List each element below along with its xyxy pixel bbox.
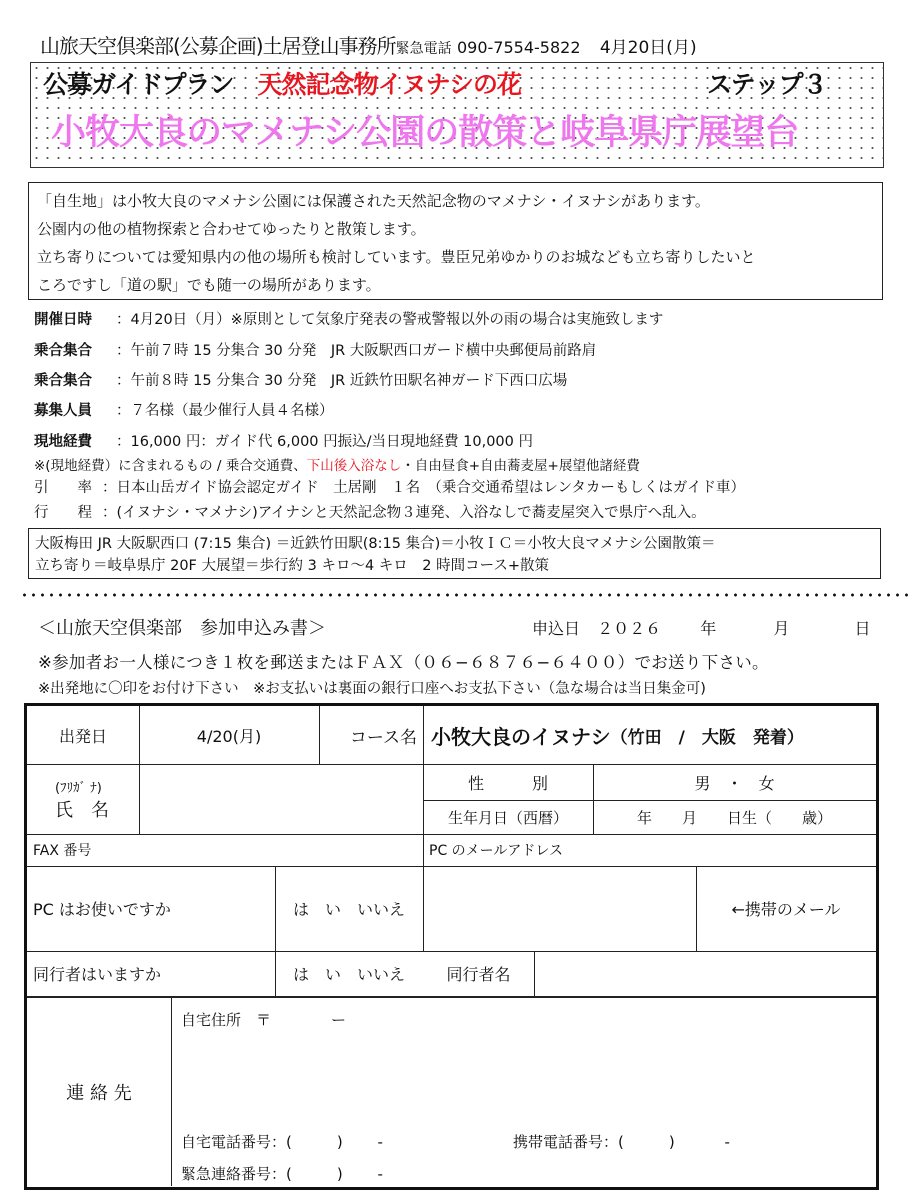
route-box	[28, 528, 881, 579]
address-field[interactable]: 自宅住所 〒 ー	[181, 1010, 347, 1029]
apply-date-label: 申込日	[532, 619, 581, 638]
event-title: 小牧大良のマメナシ公園の散策と岐阜県庁展望台	[51, 113, 799, 153]
form-title: ＜山旅天空倶楽部 参加申込み書＞	[38, 618, 326, 639]
detail-date	[34, 308, 663, 329]
departure-value[interactable]: 4/20(月)	[196, 726, 262, 746]
apply-year: ２０２６	[597, 619, 662, 638]
birthdate-label: 生年月日（西暦）	[447, 808, 568, 827]
detail-value: ：4月20日（月）※原則として気象庁発表の警戒警報以外の雨の場合は実施致します	[116, 312, 664, 328]
detail-label: 引 率	[34, 480, 92, 496]
companion-options[interactable]: は い いいえ	[292, 965, 405, 984]
detail-value: ：午前７時 15 分集合 30 分発 JR 大阪駅西口ガード横中央郵便局前路肩	[116, 343, 597, 359]
year-unit: 年	[700, 619, 717, 638]
furigana-label: (ﾌﾘｶﾞ ﾅ)	[55, 780, 102, 796]
name-label-cell	[27, 764, 139, 834]
detail-value: ：(イヌナシ・マメナシ)アイナシと天然記念物３連発、入浴なしで蕎麦屋突入で県庁へ乱入。	[102, 505, 706, 521]
emergency-phone: 090-7554-5822	[456, 38, 581, 57]
application-form	[24, 703, 879, 1190]
intro-line: ころですし「道の駅」でも随一の場所があります。	[37, 276, 381, 294]
detail-label: 行 程	[34, 505, 92, 521]
name-label: 氏 名	[55, 799, 109, 821]
detail-included	[34, 454, 640, 474]
plan-label: 公募ガイドプラン	[43, 70, 234, 99]
birthdate-input[interactable]: 年 月 日生（ 歳）	[636, 808, 832, 827]
pc-use-label: PC はお使いですか	[33, 900, 171, 919]
mobile-email-input[interactable]	[423, 866, 696, 951]
payment-note: ※出発地に〇印をお付け下さい ※お支払いは裏面の銀行口座へお支払下さい（急な場合は当日集金可)	[38, 681, 706, 697]
detail-label: 乗合集合	[34, 373, 92, 389]
step-label: ステップ３	[707, 70, 827, 99]
cut-line	[20, 593, 914, 597]
emergency-contact-field[interactable]: 緊急連絡番号：( ) -	[181, 1164, 383, 1183]
companion-label: 同行者はいますか	[33, 965, 162, 984]
detail-label: 乗合集合	[34, 343, 92, 359]
submission-note: ※参加者お一人様につき１枚を郵送またはＦＡＸ（０６−６８７６−６４００）でお送り下さい。	[38, 653, 769, 672]
detail-cost	[34, 430, 533, 451]
detail-label: 開催日時	[34, 312, 92, 328]
theme-label: 天然記念物イヌナシの花	[257, 70, 522, 99]
detail-value: ：７名様（最少催行人員４名様）	[116, 403, 334, 419]
mobile-email-label: ←携帯のメール	[731, 900, 841, 919]
month-unit: 月	[773, 619, 790, 638]
detail-meet1	[34, 339, 596, 360]
contact-label: 連 絡 先	[66, 1083, 132, 1104]
course-name: 小牧大良のイヌナシ	[431, 724, 611, 749]
detail-label: 募集人員	[34, 403, 92, 419]
companion-name-input[interactable]	[534, 951, 876, 996]
detail-capacity	[34, 399, 334, 420]
mobile-phone-field[interactable]: 携帯電話番号：( ) -	[513, 1132, 730, 1151]
departure-label: 出発日	[58, 726, 107, 746]
pc-email-field[interactable]: PC のメールアドレス	[429, 843, 563, 859]
included-suffix: ・自由昼食+自由蕎麦屋+展望他諸経費	[401, 458, 640, 474]
pc-use-options[interactable]: は い いいえ	[292, 900, 405, 919]
route-line: 大阪梅田 JR 大阪駅西口 (7:15 集合) ＝近鉄竹田駅(8:15 集合)＝小牧ＩＣ＝小牧大良マメナシ公園散策＝	[35, 536, 716, 552]
emergency-label: 緊急電話	[395, 41, 452, 57]
intro-line: 立ち寄りについては愛知県内の他の場所も検討しています。豊臣兄弟ゆかりのお城なども立ち寄りしたいと	[37, 248, 756, 266]
apply-date	[532, 616, 870, 639]
gender-options[interactable]: 男 ・ 女	[694, 773, 775, 793]
course-departure-options[interactable]: （竹田 / 大阪 発着）	[610, 727, 804, 748]
name-input[interactable]	[139, 764, 423, 834]
intro-line: 「自生地」は小牧大良のマメナシ公園には保護された天然記念物のマメナシ・イヌナシがあります。	[37, 192, 710, 210]
detail-value: ：16,000 円：ガイド代 6,000 円振込/当日現地経費 10,000 円	[116, 434, 533, 450]
event-date: 4月20日(月)	[599, 38, 697, 58]
home-phone-field[interactable]: 自宅電話番号：( ) -	[181, 1132, 383, 1151]
organizer-header	[40, 30, 697, 59]
intro-line: 公園内の他の植物探索と合わせてゆったりと散策します。	[37, 220, 426, 238]
detail-guide	[34, 476, 745, 497]
day-unit: 日	[854, 619, 871, 638]
organizer-name: 山旅天空倶楽部(公募企画)土居登山事務所	[40, 34, 396, 58]
detail-meet2	[34, 369, 567, 390]
detail-label: 現地経費	[34, 434, 92, 450]
course-value[interactable]	[423, 706, 876, 764]
title-banner	[30, 62, 884, 168]
banner-top-line	[43, 65, 827, 101]
included-prefix: ※(現地経費）に含まれるもの / 乗合交通費、	[34, 458, 307, 474]
gender-label: 性 別	[467, 773, 548, 793]
route-line: 立ち寄り＝岐阜県庁 20F 大展望＝歩行約 3 キロ～4 キロ 2 時間コース+散策	[35, 558, 550, 574]
companion-name-label: 同行者名	[446, 965, 511, 984]
detail-itinerary	[34, 501, 706, 522]
course-label: コース名	[349, 727, 417, 748]
detail-value: ：午前８時 15 分集合 30 分発 JR 近鉄竹田駅名神ガード下西口広場	[116, 373, 568, 389]
fax-field[interactable]: FAX 番号	[33, 843, 92, 859]
intro-box	[28, 182, 883, 300]
included-highlight: 下山後入浴なし	[306, 458, 402, 474]
detail-value: ：日本山岳ガイド協会認定ガイド 土居剛 １名 （乗合交通希望はレンタカーもしくはガイド車）	[102, 480, 745, 496]
